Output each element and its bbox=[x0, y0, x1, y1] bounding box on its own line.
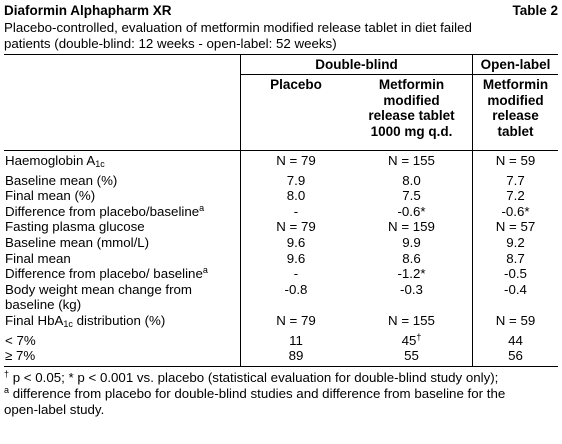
table-row bbox=[4, 297, 558, 313]
cell-ol-metformin: 7.7 bbox=[473, 173, 559, 189]
column-header-db-metformin: Metformin modified release tablet 1000 mg q.d. bbox=[368, 77, 455, 139]
results-table bbox=[4, 55, 558, 367]
cell-ol-metformin: N = 59 bbox=[473, 313, 559, 333]
cell-ol-metformin: -0.5 bbox=[473, 266, 559, 282]
row-label: Final mean bbox=[5, 250, 71, 266]
row-label: Difference from placebo/ baseline$^a$ bbox=[5, 265, 208, 282]
cell-db-metformin: 7.5 bbox=[402, 188, 421, 204]
cell-db-metformin: 45† bbox=[401, 331, 422, 348]
cell-ol-metformin: 9.2 bbox=[473, 235, 559, 251]
column-header-placebo: Placebo bbox=[241, 75, 352, 140]
row-label: Baseline mean (mmol/L) bbox=[5, 234, 150, 250]
subtitle-line-1: Placebo-controlled, evaluation of metformin modified release tablet in diet failed bbox=[4, 20, 472, 35]
column-header-row bbox=[4, 75, 558, 140]
table-row bbox=[4, 251, 558, 267]
cell-db-metformin bbox=[351, 297, 473, 313]
row-label: Difference from placebo/baseline$^a$ bbox=[5, 202, 205, 219]
table-row bbox=[4, 348, 558, 366]
footnotes bbox=[4, 370, 558, 418]
row-label: Haemoglobin A1c bbox=[5, 153, 105, 169]
document-header bbox=[4, 3, 558, 19]
table-row bbox=[4, 266, 558, 282]
cell-placebo: 7.9 bbox=[241, 173, 352, 189]
cell-placebo: 11 bbox=[241, 333, 352, 349]
cell-ol-metformin: 56 bbox=[473, 348, 559, 366]
table-row bbox=[4, 282, 558, 298]
cell-db-metformin: 8.0 bbox=[402, 172, 421, 188]
document-title: Diaformin Alphapharm XR bbox=[4, 3, 172, 18]
row-label: baseline (kg) bbox=[5, 297, 82, 313]
cell-placebo: N = 79 bbox=[241, 313, 352, 333]
table-row bbox=[4, 173, 558, 189]
cell-db-metformin: 55 bbox=[351, 348, 473, 366]
cell-db-metformin: -0.3 bbox=[400, 281, 423, 297]
cell-ol-metformin: N = 57 bbox=[473, 219, 559, 235]
group-header-blank bbox=[4, 55, 241, 75]
subtitle-line-2: patients (double-blind: 12 weeks - open-label: 52 weeks) bbox=[4, 36, 337, 51]
group-header-double-blind: Double-blind bbox=[241, 55, 473, 75]
table-row bbox=[4, 204, 558, 220]
table-row bbox=[4, 188, 558, 204]
cell-ol-metformin: -0.6* bbox=[473, 204, 559, 220]
row-label: Body weight mean change from bbox=[5, 281, 193, 297]
cell-ol-metformin: N = 59 bbox=[473, 151, 559, 173]
cell-placebo: N = 79 bbox=[241, 219, 352, 235]
row-label: Fasting plasma glucose bbox=[5, 219, 145, 235]
cell-placebo bbox=[241, 297, 352, 313]
cell-db-metformin: N = 155 bbox=[388, 312, 435, 328]
table-row bbox=[4, 151, 558, 173]
cell-db-metformin: 9.9 bbox=[402, 234, 421, 250]
cell-db-metformin: N = 155 bbox=[388, 153, 435, 168]
cell-placebo: 8.0 bbox=[241, 188, 352, 204]
cell-placebo: 9.6 bbox=[241, 235, 352, 251]
table-row bbox=[4, 313, 558, 333]
cell-ol-metformin: 8.7 bbox=[473, 251, 559, 267]
cell-placebo: - bbox=[241, 266, 352, 282]
row-label: Final mean (%) bbox=[5, 188, 96, 204]
group-header-open-label: Open-label bbox=[473, 55, 559, 75]
table-label: Table 2 bbox=[512, 3, 558, 18]
table-row bbox=[4, 219, 558, 235]
cell-db-metformin: N = 159 bbox=[388, 219, 435, 235]
column-header-spacer bbox=[4, 139, 558, 151]
cell-placebo: -0.8 bbox=[241, 282, 352, 298]
footnote-2: $^a$ difference from placebo for double-blind studies and difference from baseline for the bbox=[4, 384, 506, 401]
cell-placebo: 89 bbox=[241, 348, 352, 366]
footnote-2-cont: open-label study. bbox=[4, 401, 105, 417]
cell-placebo: - bbox=[241, 204, 352, 220]
row-label: ≥ 7% bbox=[4, 348, 241, 366]
footnote-1: † p < 0.05; * p < 0.001 vs. placebo (statistical evaluation for double-blind study only); bbox=[4, 368, 499, 385]
cell-db-metformin: -0.6* bbox=[397, 203, 426, 219]
row-label: Final HbA1c distribution (%) bbox=[5, 312, 166, 329]
column-header-ol-metformin: Metformin modified release tablet bbox=[473, 75, 559, 140]
cell-ol-metformin: -0.4 bbox=[473, 282, 559, 298]
table-row bbox=[4, 235, 558, 251]
cell-ol-metformin: 7.2 bbox=[473, 188, 559, 204]
cell-db-metformin: 8.6 bbox=[402, 250, 421, 266]
table-body bbox=[4, 151, 558, 367]
group-header-row bbox=[4, 55, 558, 75]
column-header-blank bbox=[4, 75, 241, 140]
cell-ol-metformin bbox=[473, 297, 559, 313]
row-label: Baseline mean (%) bbox=[5, 172, 118, 188]
table-row bbox=[4, 333, 558, 349]
table-subtitle bbox=[4, 20, 558, 52]
cell-placebo: 9.6 bbox=[241, 251, 352, 267]
cell-db-metformin: -1.2* bbox=[397, 266, 426, 282]
cell-placebo: N = 79 bbox=[241, 151, 352, 173]
row-label: < 7% bbox=[5, 332, 36, 348]
cell-ol-metformin: 44 bbox=[473, 333, 559, 349]
